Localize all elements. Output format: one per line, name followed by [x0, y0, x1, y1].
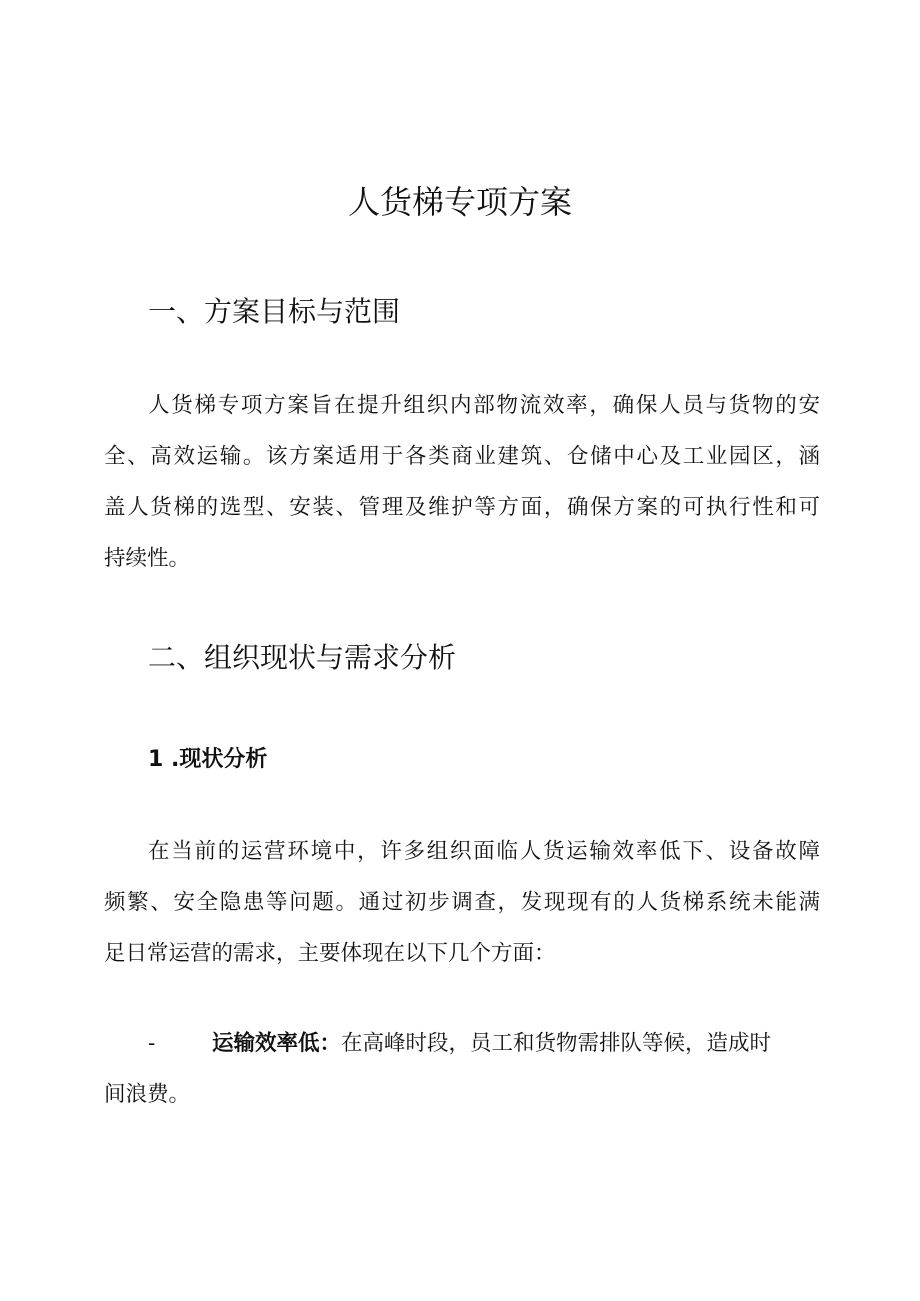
subsection-1-paragraph	[104, 826, 820, 979]
bullet-marker: -	[148, 1031, 156, 1056]
paragraph-line: 在当前的运营环境中，许多组织面临人货运输效率低下、设备故障	[148, 839, 820, 864]
bullet-text: 在高峰时段，员工和货物需排队等候，造成时	[341, 1031, 772, 1056]
subsection-1-heading: 1 .现状分析	[148, 747, 268, 772]
paragraph-line: 人货梯专项方案旨在提升组织内部物流效率，确保人员与货物的安	[148, 393, 820, 418]
section-2-heading: 二、组织现状与需求分析	[148, 641, 457, 674]
section-1-heading: 一、方案目标与范围	[148, 295, 401, 328]
paragraph-line: 足日常运营的需求，主要体现在以下几个方面：	[104, 941, 556, 966]
paragraph-line: 盖人货梯的选型、安装、管理及维护等方面，确保方案的可执行性和可	[104, 495, 820, 520]
bullet-item	[104, 1018, 820, 1120]
paragraph-line: 全、高效运输。该方案适用于各类商业建筑、仓储中心及工业园区，涵	[104, 444, 820, 469]
bullet-line: 间浪费。	[104, 1082, 191, 1107]
paragraph-line: 频繁、安全隐患等问题。通过初步调查，发现现有的人货梯系统未能满	[104, 890, 820, 915]
bullet-line	[104, 1018, 820, 1069]
bullet-label: 运输效率低：	[212, 1031, 342, 1056]
paragraph-line: 持续性。	[104, 546, 191, 571]
section-1-paragraph	[104, 380, 820, 584]
document-title: 人货梯专项方案	[347, 183, 572, 221]
